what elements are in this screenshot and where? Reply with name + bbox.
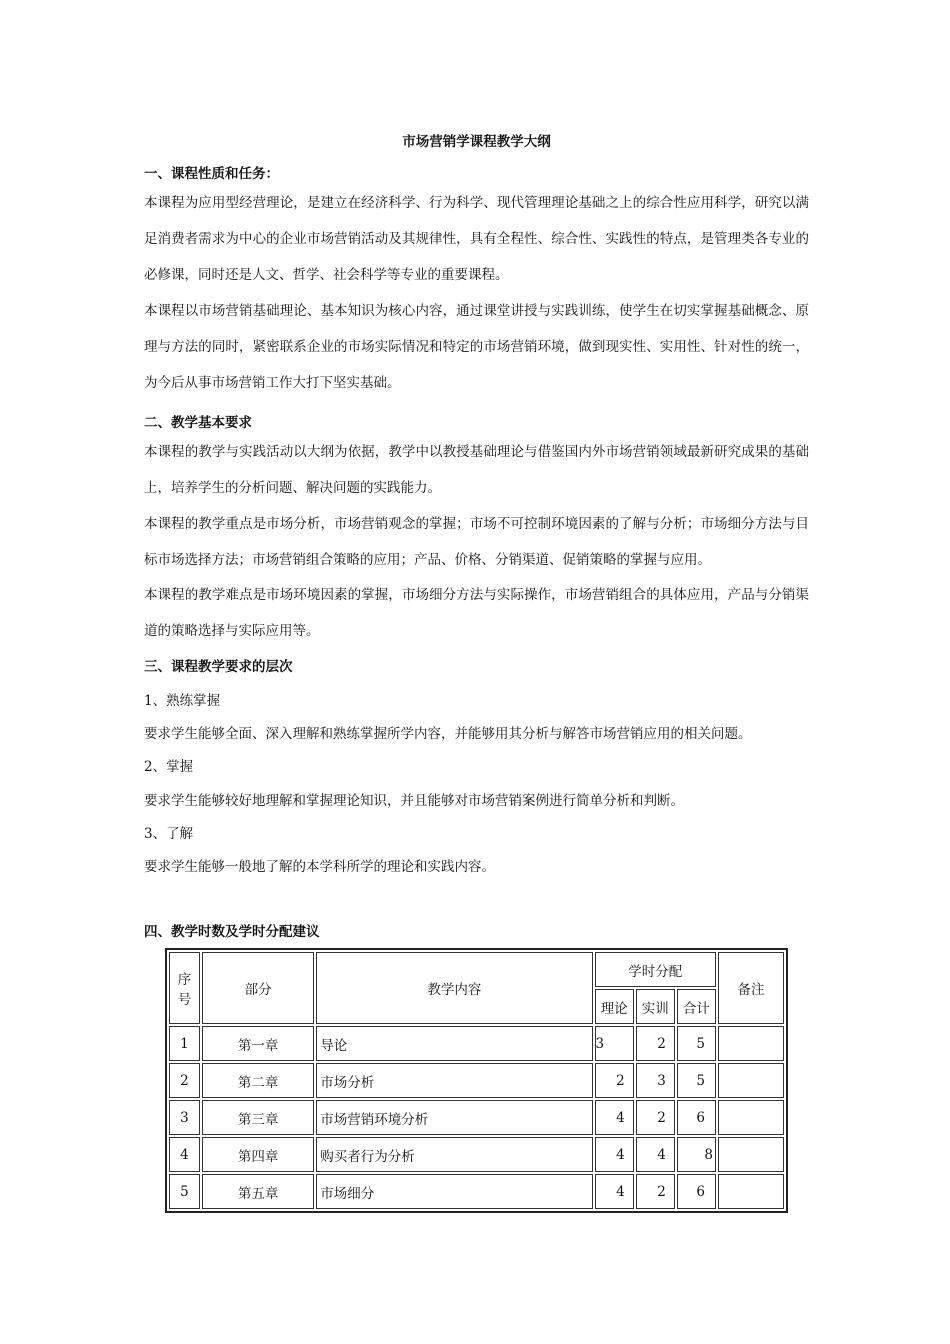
section-1-paragraph-2: 本课程以市场营销基础理论、基本知识为核心内容，通过课堂讲授与实践训练，使学生在切实掌握基础概念、原理与方法的同时，紧密联系企业的市场实际情况和特定的市场营销环境，做到现实性、实用性、针对性的统一，为今后从事市场营销工作大打下坚实基础。 — [144, 303, 809, 391]
cell-no: 1 — [169, 1026, 200, 1061]
cell-theory: 4 — [595, 1174, 634, 1209]
cell-theory: 4 — [595, 1100, 634, 1135]
header-content: 教学内容 — [316, 952, 592, 1024]
table-row — [169, 1100, 784, 1135]
cell-content: 市场细分 — [316, 1174, 592, 1209]
cell-note — [718, 1026, 784, 1061]
hours-allocation-table — [165, 948, 788, 1213]
section-heading-2: 二、教学基本要求 — [144, 415, 252, 431]
section-heading-4: 四、教学时数及学时分配建议 — [144, 924, 320, 940]
level-label-2: 2、掌握 — [144, 759, 194, 775]
document-title: 市场营销学课程教学大纲 — [402, 134, 551, 150]
table-row — [169, 1063, 784, 1098]
header-no: 序号 — [169, 952, 200, 1024]
cell-part: 第四章 — [202, 1137, 314, 1172]
cell-part: 第一章 — [202, 1026, 314, 1061]
section-heading-1: 一、课程性质和任务： — [144, 166, 279, 182]
cell-part: 第三章 — [202, 1100, 314, 1135]
cell-content: 市场分析 — [316, 1063, 592, 1098]
section-2-paragraph-2: 本课程的教学重点是市场分析，市场营销观念的掌握；市场不可控制环境因素的了解与分析；市场细分方法与目标市场选择方法；市场营销组合策略的应用；产品、价格、分销渠道、促销策略的掌握与应用。 — [144, 516, 809, 568]
cell-practice: 2 — [636, 1174, 675, 1209]
section-2-paragraph-3: 本课程的教学难点是市场环境因素的掌握，市场细分方法与实际操作，市场营销组合的具体应用，产品与分销渠道的策略选择与实际应用等。 — [144, 587, 809, 639]
section-2-paragraph-1: 本课程的教学与实践活动以大纲为依据，教学中以教授基础理论与借鉴国内外市场营销领域最新研究成果的基础上，培养学生的分析问题、解决问题的实践能力。 — [144, 444, 809, 496]
cell-content: 购买者行为分析 — [316, 1137, 592, 1172]
table-row — [169, 1026, 784, 1061]
cell-part: 第五章 — [202, 1174, 314, 1209]
cell-no: 3 — [169, 1100, 200, 1135]
cell-total: 5 — [677, 1063, 716, 1098]
cell-note — [718, 1137, 784, 1172]
cell-theory: 4 — [595, 1137, 634, 1172]
cell-total: 6 — [677, 1100, 716, 1135]
cell-total: 6 — [677, 1174, 716, 1209]
header-theory: 理论 — [595, 989, 634, 1024]
section-heading-3: 三、课程教学要求的层次 — [144, 659, 293, 675]
cell-no: 5 — [169, 1174, 200, 1209]
table-header-row — [169, 952, 784, 987]
header-part: 部分 — [202, 952, 314, 1024]
cell-practice: 2 — [636, 1026, 675, 1061]
cell-practice: 4 — [636, 1137, 675, 1172]
table-row — [169, 1137, 784, 1172]
table-row — [169, 1174, 784, 1209]
cell-note — [718, 1100, 784, 1135]
level-desc-2: 要求学生能够较好地理解和掌握理论知识，并且能够对市场营销案例进行简单分析和判断。 — [144, 793, 684, 809]
cell-total: 5 — [677, 1026, 716, 1061]
cell-note — [718, 1063, 784, 1098]
cell-part: 第二章 — [202, 1063, 314, 1098]
cell-practice: 3 — [636, 1063, 675, 1098]
cell-no: 2 — [169, 1063, 200, 1098]
cell-no: 4 — [169, 1137, 200, 1172]
header-practice: 实训 — [636, 989, 675, 1024]
cell-total: 8 — [677, 1137, 716, 1172]
cell-content: 导论 — [316, 1026, 592, 1061]
level-desc-1: 要求学生能够全面、深入理解和熟练掌握所学内容，并能够用其分析与解答市场营销应用的相关问题。 — [144, 726, 752, 742]
level-label-3: 3、了解 — [144, 826, 194, 842]
cell-theory: 3 — [595, 1026, 634, 1061]
header-total: 合计 — [677, 989, 716, 1024]
header-allocation: 学时分配 — [595, 952, 716, 987]
cell-practice: 2 — [636, 1100, 675, 1135]
level-label-1: 1、熟练掌握 — [144, 693, 221, 709]
header-note: 备注 — [718, 952, 784, 1024]
cell-theory: 2 — [595, 1063, 634, 1098]
section-1-paragraph-1: 本课程为应用型经营理论，是建立在经济科学、行为科学、现代管理理论基础之上的综合性应用科学，研究以满足消费者需求为中心的企业市场营销活动及其规律性，具有全程性、综合性、实践性的特点，是管理类各专业的必修课，同时还是人文、哲学、社会科学等专业的重要课程。 — [144, 195, 809, 283]
cell-note — [718, 1174, 784, 1209]
cell-content: 市场营销环境分析 — [316, 1100, 592, 1135]
level-desc-3: 要求学生能够一般地了解的本学科所学的理论和实践内容。 — [144, 859, 495, 875]
